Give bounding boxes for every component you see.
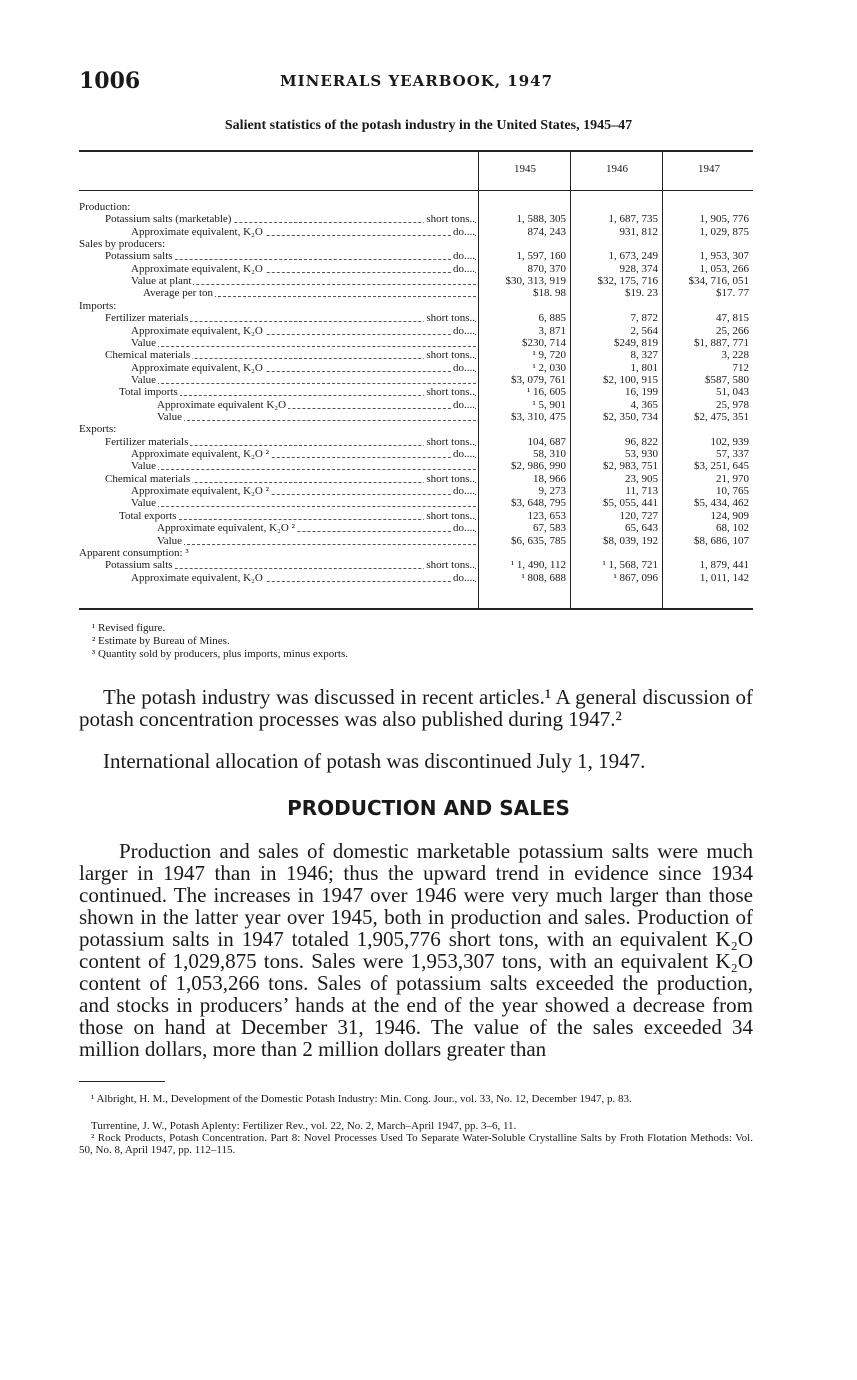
row-unit: do.... bbox=[453, 448, 475, 460]
row-label: Total exports bbox=[119, 509, 177, 522]
row-label: Potassium salts bbox=[105, 250, 173, 263]
table-row bbox=[79, 349, 753, 361]
row-label: Chemical materials bbox=[105, 472, 191, 485]
table-row bbox=[79, 250, 753, 262]
row-label: Potassium salts (marketable) bbox=[105, 213, 232, 226]
table-cell: 931, 812 bbox=[619, 225, 658, 238]
table-cell: ¹ 9, 720 bbox=[532, 349, 566, 362]
row-label: Chemical materials bbox=[105, 349, 191, 362]
table-row bbox=[79, 448, 753, 460]
table-cell: 1, 011, 142 bbox=[699, 571, 749, 584]
row-unit: short tons.. bbox=[426, 559, 475, 572]
table-footnote: ² Estimate by Bureau of Mines. bbox=[92, 635, 230, 647]
table-cell: 9, 273 bbox=[538, 485, 566, 498]
table-cell: 1, 673, 249 bbox=[608, 250, 658, 263]
table-cell: $30, 313, 919 bbox=[505, 275, 566, 288]
row-label: Sales by producers: bbox=[79, 238, 166, 251]
table-row bbox=[79, 399, 753, 411]
leader-dots bbox=[151, 346, 476, 347]
row-label: Approximate equivalent, K₂O bbox=[131, 324, 263, 337]
row-label: Approximate equivalent, K₂O ² bbox=[157, 522, 295, 535]
row-label: Imports: bbox=[79, 299, 117, 312]
table-cell: $3, 079, 761 bbox=[511, 373, 566, 386]
table-cell: 3, 871 bbox=[538, 324, 566, 337]
table-cell: 11, 713 bbox=[625, 485, 658, 498]
column-header-1945: 1945 bbox=[514, 163, 536, 175]
row-unit: short tons.. bbox=[426, 509, 475, 522]
table-cell: 47, 815 bbox=[716, 312, 749, 325]
row-unit: short tons.. bbox=[426, 435, 475, 448]
table-cell: 1, 597, 160 bbox=[516, 250, 566, 263]
table-cell: 124, 909 bbox=[710, 509, 749, 522]
table-cell: ¹ 808, 688 bbox=[521, 571, 566, 584]
table-row bbox=[79, 497, 753, 509]
table-row bbox=[79, 436, 753, 448]
table-cell: $2, 986, 990 bbox=[511, 460, 566, 473]
table-cell: $587, 580 bbox=[705, 373, 749, 386]
table-row bbox=[79, 312, 753, 324]
column-header-1946: 1946 bbox=[606, 163, 628, 175]
leader-dots bbox=[125, 259, 476, 260]
leader-dots bbox=[125, 568, 476, 569]
table-row bbox=[79, 374, 753, 386]
row-unit: do.... bbox=[453, 262, 475, 275]
leader-dots bbox=[151, 506, 476, 507]
table-cell: $8, 686, 107 bbox=[694, 534, 749, 547]
leader-dots bbox=[151, 469, 476, 470]
table-cell: $2, 350, 734 bbox=[603, 410, 658, 423]
row-label: Approximate equivalent, K₂O bbox=[131, 571, 263, 584]
row-label: Apparent consumption: ³ bbox=[79, 546, 189, 559]
table-row bbox=[79, 226, 753, 238]
row-label: Total imports bbox=[119, 386, 178, 399]
table-cell: 25, 266 bbox=[716, 324, 749, 337]
table-cell: $5, 055, 441 bbox=[603, 497, 658, 510]
paragraph: International allocation of potash was discontinued July 1, 1947. bbox=[103, 749, 646, 773]
row-unit: short tons.. bbox=[426, 349, 475, 362]
table-cell: 65, 643 bbox=[625, 522, 658, 535]
table-cell: 58, 310 bbox=[533, 448, 566, 460]
table-cell: ¹ 867, 096 bbox=[613, 571, 658, 584]
table-cell: 96, 822 bbox=[625, 435, 658, 448]
row-unit: do.... bbox=[453, 522, 475, 535]
paragraph: The potash industry was discussed in recent articles.¹ A general discussion of potash concentration processes was also published during 1947.² bbox=[79, 685, 753, 731]
table-cell: 10, 765 bbox=[716, 485, 749, 498]
table-cell: 53, 930 bbox=[625, 448, 658, 460]
table-title: Salient statistics of the potash industry in the United States, 1945–47 bbox=[224, 118, 633, 133]
table-cell: ¹ 1, 490, 112 bbox=[510, 559, 566, 572]
table-cell: $3, 251, 645 bbox=[694, 460, 749, 473]
leader-dots bbox=[177, 420, 476, 421]
row-label: Approximate equivalent, K₂O ² bbox=[131, 448, 269, 460]
table-cell: 104, 687 bbox=[527, 435, 566, 448]
row-label: Approximate equivalent, K₂O ² bbox=[131, 485, 269, 498]
table-cell: 120, 727 bbox=[619, 509, 658, 522]
row-label: Value bbox=[157, 410, 183, 423]
table-cell: 2, 564 bbox=[630, 324, 658, 337]
table-cell: 1, 588, 305 bbox=[516, 213, 566, 226]
table-row bbox=[79, 535, 753, 547]
table-row bbox=[79, 411, 753, 423]
table-cell: 1, 687, 735 bbox=[608, 213, 658, 226]
row-unit: do.... bbox=[453, 324, 475, 337]
row-unit: do.... bbox=[453, 398, 475, 411]
table-row bbox=[79, 201, 753, 213]
table-cell: $2, 100, 915 bbox=[603, 373, 658, 386]
row-label: Value at plant bbox=[131, 275, 192, 288]
table-cell: $2, 983, 751 bbox=[603, 460, 658, 473]
row-unit: do.... bbox=[453, 571, 475, 584]
table-cell: 1, 053, 266 bbox=[699, 262, 749, 275]
page-footnote: Turrentine, J. W., Potash Aplenty: Fertilizer Rev., vol. 22, No. 2, March–April 1947, pp. 3–6, 11. bbox=[91, 1120, 517, 1132]
table-row bbox=[79, 460, 753, 472]
leader-dots bbox=[177, 544, 476, 545]
row-unit: do.... bbox=[453, 225, 475, 238]
row-label: Potassium salts bbox=[105, 559, 173, 572]
row-label: Fertilizer materials bbox=[105, 435, 189, 448]
table-cell: $19. 23 bbox=[625, 287, 658, 300]
row-label: Value bbox=[157, 534, 183, 547]
table-cell: 7, 872 bbox=[630, 312, 658, 325]
row-unit: short tons.. bbox=[426, 386, 475, 399]
table-cell: 18, 966 bbox=[533, 472, 566, 485]
table-cell: 870, 370 bbox=[527, 262, 566, 275]
table-cell: 4, 365 bbox=[630, 398, 658, 411]
table-cell: 1, 905, 776 bbox=[699, 213, 749, 226]
table-cell: $3, 310, 475 bbox=[511, 410, 566, 423]
row-label: Approximate equivalent K₂O bbox=[157, 398, 287, 411]
table-cell: ¹ 5, 901 bbox=[532, 398, 566, 411]
table-row bbox=[79, 559, 753, 571]
leader-dots bbox=[151, 284, 476, 285]
table-cell: $32, 175, 716 bbox=[597, 275, 658, 288]
table-row bbox=[79, 287, 753, 299]
row-unit: short tons.. bbox=[426, 312, 475, 325]
table-row bbox=[79, 263, 753, 275]
page-footnote: ¹ Albright, H. M., Development of the Domestic Potash Industry: Min. Cong. Jour., vol. 33, No. 12, December 1947, p. 83. bbox=[91, 1093, 632, 1105]
table-row bbox=[79, 300, 753, 312]
row-label: Approximate equivalent, K₂O bbox=[131, 225, 263, 238]
table-cell: $2, 475, 351 bbox=[694, 410, 749, 423]
table-row bbox=[79, 547, 753, 559]
page-footnote: ² Rock Products, Potash Concentration. Part 8: Novel Processes Used To Separate Water-Soluble Crystalline Salts by Froth Flotation Methods: Vol. 50, No. 8, April 1947, pp. 112–115. bbox=[79, 1132, 753, 1156]
table-cell: 874, 243 bbox=[527, 225, 566, 238]
table-cell: ¹ 16, 605 bbox=[526, 386, 566, 399]
table-cell: 123, 653 bbox=[527, 509, 566, 522]
table-row bbox=[79, 423, 753, 435]
paragraph: Production and sales of domestic marketable potassium salts were much larger in 1947 than in 1946; thus the upward trend in evidence since 1934 continued. The increases in 1947 over 1946 were very much larger than those shown in the latter year over 1945, both in production and sales. Production of potassium salts in 1947 totaled 1,905,776 short tons, with an equivalent K₂O content of 1,029,875 tons. Sales were 1,953,307 tons, with an equivalent K₂O content of 1,053,266 tons. Sales of potassium salts exceeded the production, and stocks in producers’ hands at the end of the year showed a decrease from those on hand at December 31, 1946. The value of the sales exceeded 34 million dollars, more than 2 million dollars greater than bbox=[79, 839, 753, 1061]
table-cell: $8, 039, 192 bbox=[603, 534, 658, 547]
table-row bbox=[79, 337, 753, 349]
table-cell: $1, 887, 771 bbox=[694, 336, 749, 349]
table-cell: 928, 374 bbox=[619, 262, 658, 275]
table-cell: ¹ 2, 030 bbox=[532, 361, 566, 374]
table-row bbox=[79, 275, 753, 287]
column-header-1947: 1947 bbox=[698, 163, 720, 175]
table-cell: $5, 434, 462 bbox=[694, 497, 749, 510]
section-heading: PRODUCTION AND SALES bbox=[287, 796, 570, 820]
row-unit: do.... bbox=[453, 250, 475, 263]
row-label: Average per ton bbox=[143, 287, 214, 300]
table-top-rule bbox=[79, 150, 753, 152]
row-label: Exports: bbox=[79, 423, 117, 436]
table-footnote: ¹ Revised figure. bbox=[92, 622, 166, 634]
row-label: Production: bbox=[79, 201, 131, 213]
table-row bbox=[79, 510, 753, 522]
table-cell: 23, 905 bbox=[625, 472, 658, 485]
table-row bbox=[79, 213, 753, 225]
row-label: Value bbox=[131, 336, 157, 349]
table-cell: $6, 635, 785 bbox=[511, 534, 566, 547]
row-label: Value bbox=[131, 460, 157, 473]
table-cell: $17. 77 bbox=[716, 287, 749, 300]
table-cell: 1, 029, 875 bbox=[699, 225, 749, 238]
row-label: Value bbox=[131, 497, 157, 510]
row-label: Fertilizer materials bbox=[105, 312, 189, 325]
leader-dots bbox=[151, 383, 476, 384]
table-row bbox=[79, 362, 753, 374]
table-row bbox=[79, 473, 753, 485]
table-row bbox=[79, 572, 753, 584]
table-row bbox=[79, 386, 753, 398]
table-cell: 1, 879, 441 bbox=[699, 559, 749, 572]
table-cell: $249, 819 bbox=[614, 336, 658, 349]
row-label: Approximate equivalent, K₂O bbox=[131, 262, 263, 275]
table-cell: 67, 583 bbox=[533, 522, 566, 535]
row-label: Value bbox=[131, 373, 157, 386]
table-cell: 3, 228 bbox=[721, 349, 749, 362]
table-cell: $18. 98 bbox=[533, 287, 566, 300]
table-cell: 712 bbox=[732, 361, 749, 374]
table-row bbox=[79, 325, 753, 337]
table-bottom-rule bbox=[79, 608, 753, 610]
table-footnote: ³ Quantity sold by producers, plus imports, minus exports. bbox=[92, 648, 348, 660]
table-cell: 102, 939 bbox=[710, 435, 749, 448]
table-cell: 68, 102 bbox=[716, 522, 749, 535]
table-cell: 1, 801 bbox=[630, 361, 658, 374]
table-cell: ¹ 1, 568, 721 bbox=[602, 559, 658, 572]
table-cell: 21, 970 bbox=[716, 472, 749, 485]
table-cell: $34, 716, 051 bbox=[688, 275, 749, 288]
table-header-rule bbox=[79, 190, 753, 191]
table-row bbox=[79, 238, 753, 250]
table-cell: 16, 199 bbox=[625, 386, 658, 399]
footnote-rule bbox=[79, 1081, 165, 1082]
table-cell: 51, 043 bbox=[716, 386, 749, 399]
table-row bbox=[79, 522, 753, 534]
table-cell: 57, 337 bbox=[716, 448, 749, 460]
row-label: Approximate equivalent, K₂O bbox=[131, 361, 263, 374]
page-number: 1006 bbox=[79, 68, 141, 94]
table-cell: 8, 327 bbox=[630, 349, 658, 362]
row-unit: do.... bbox=[453, 485, 475, 498]
table-cell: $230, 714 bbox=[522, 336, 566, 349]
row-unit: short tons.. bbox=[426, 213, 475, 226]
row-unit: do.... bbox=[453, 361, 475, 374]
table-cell: 6, 885 bbox=[538, 312, 566, 325]
table-cell: 1, 953, 307 bbox=[699, 250, 749, 263]
row-unit: short tons.. bbox=[426, 472, 475, 485]
table-row bbox=[79, 485, 753, 497]
table-cell: 25, 978 bbox=[716, 398, 749, 411]
running-head: MINERALS YEARBOOK, 1947 bbox=[280, 72, 554, 90]
table-cell: $3, 648, 795 bbox=[511, 497, 566, 510]
